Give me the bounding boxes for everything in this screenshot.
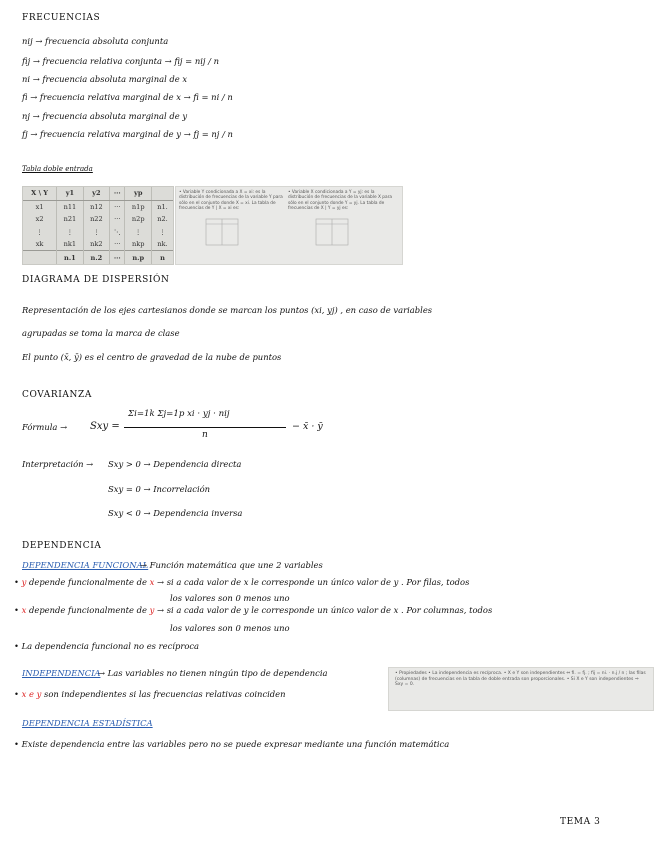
section-title-dependencia: DEPENDENCIA <box>22 541 102 551</box>
properties-text: • Propiedades • La independencia es recíproca. • X e Y son independientes ⇔ fi. = fj. ; fij = ni. · n.j / n ; las filas (columnas) de frecuencias en la tabla de doble entrada son proporcionales. • Si X e Y son independientes ⇒ Sxy = 0. <box>395 671 646 688</box>
page-footer-tema: TEMA 3 <box>560 817 601 827</box>
independencia-definition: → Las variables no tienen ningún tipo de dependencia <box>98 668 328 678</box>
bullet-estadistica: • Existe dependencia entre las variables pero no se puede expresar mediante una función matemática <box>14 739 450 749</box>
var-y: y <box>21 577 27 587</box>
frecuencias-line: fi → frecuencia relativa marginal de x → fi = ni / n <box>22 92 233 102</box>
table-cell: ··· <box>110 213 125 225</box>
fraction-bar <box>124 427 286 428</box>
bullet-text: → si a cada valor de y le corresponde un único valor de x . Por columnas, todos <box>154 605 493 615</box>
table-cell: ⋮ <box>83 225 109 237</box>
table-cell: x1 <box>23 200 57 213</box>
formula-lhs: Sxy = <box>90 421 120 432</box>
dispersion-text: El punto (x̄, ȳ) es el centro de gravedad de la nube de puntos <box>22 352 282 362</box>
var-y: y <box>149 605 155 615</box>
table-header-cell: y2 <box>83 187 109 200</box>
section-title-dispersion: DIAGRAMA DE DISPERSIÓN <box>22 275 170 285</box>
table-cell: ⋮ <box>125 225 152 237</box>
table-cell: ··· <box>110 238 125 251</box>
table-cell: n.2 <box>83 251 109 264</box>
note-y-given-x: • Variable Y condicionada a X = xi: es la distribución de frecuencias de la variable Y para sólo en el conjunto donde X = xi. La tabla de frecuencias de Y | X = xi es: <box>179 190 283 212</box>
frecuencias-line: nj → frecuencia absoluta marginal de y <box>22 111 188 121</box>
table-cell: n.1 <box>57 251 83 264</box>
bullet-funcional-3: • La dependencia funcional no es recíproca <box>14 641 200 651</box>
table-cell: ··· <box>110 251 125 264</box>
dispersion-text: agrupadas se toma la marca de clase <box>22 328 180 338</box>
bullet-funcional-1: • y depende funcionalmente de x → si a cada valor de x le corresponde un único valor de y . Por filas, todos <box>14 577 470 587</box>
formula-label: Fórmula → <box>22 422 68 432</box>
table-row <box>23 200 173 213</box>
table-cell: n1p <box>125 200 152 213</box>
contingency-table <box>22 186 174 265</box>
bullet-funcional-2: • x depende funcionalmente de y → si a cada valor de y le corresponde un único valor de x . Por columnas, todos <box>14 605 493 615</box>
table-row <box>23 238 173 251</box>
properties-image <box>388 667 654 711</box>
table-cell: nkp <box>125 238 152 251</box>
table-row <box>23 213 173 225</box>
mini-tables-drawing <box>176 187 402 264</box>
table-cell: n11 <box>57 200 83 213</box>
table-header-cell <box>151 187 173 200</box>
formula-denominator: n <box>202 430 208 440</box>
bullet-text: Existe dependencia entre las variables pero no se puede expresar mediante una función matemática <box>21 739 450 749</box>
bullet-text: La dependencia funcional no es recíproca <box>21 641 200 651</box>
table-cell: n12 <box>83 200 109 213</box>
table-cell: n2. <box>157 215 168 224</box>
bullet-text: → si a cada valor de x le corresponde un único valor de y . Por filas, todos <box>154 577 470 587</box>
table-cell: ⋱ <box>110 225 125 237</box>
table-header-cell: y1 <box>57 187 83 200</box>
bullet-text: son independientes si las frecuencias relativas coinciden <box>41 689 286 699</box>
section-title-frecuencias: FRECUENCIAS <box>22 13 101 23</box>
frecuencias-line: nij → frecuencia absoluta conjunta <box>22 36 169 46</box>
table-header-cell: ··· <box>110 187 125 200</box>
table-header-cell: yp <box>125 187 152 200</box>
funcional-definition: → Función matemática que une 2 variables <box>140 560 323 570</box>
table-cell: ⋮ <box>57 225 83 237</box>
interpretation-item: Sxy < 0 → Dependencia inversa <box>108 508 243 518</box>
var-x-y: x e y <box>21 689 42 699</box>
table-cell: n21 <box>57 213 83 225</box>
subtitle-dependencia-funcional: DEPENDENCIA FUNCIONAL <box>22 560 149 570</box>
table-header-cell: X \ Y <box>23 187 57 200</box>
bullet-independencia: • x e y son independientes si las frecuencias relativas coinciden <box>14 689 286 699</box>
interpretation-item: Sxy = 0 → Incorrelación <box>108 484 211 494</box>
frecuencias-line: ni → frecuencia absoluta marginal de x <box>22 74 188 84</box>
bullet-continuation: los valores son 0 menos uno <box>170 593 290 603</box>
tabla-title: Tabla doble entrada <box>22 165 93 173</box>
table-cell: n2p <box>125 213 152 225</box>
interpretation-item: Sxy > 0 → Dependencia directa <box>108 459 242 469</box>
table-cell: ⋮ <box>23 225 57 237</box>
frecuencias-line: fij → frecuencia relativa conjunta → fij = nij / n <box>22 56 220 66</box>
table-cell: n <box>151 251 173 264</box>
formula-tail: − x̄ · ȳ <box>292 421 323 432</box>
table-cell: xk <box>23 238 57 251</box>
table-cell: nk. <box>157 240 168 249</box>
conditional-distribution-image <box>175 186 403 265</box>
table-cell: nk1 <box>57 238 83 251</box>
subtitle-dependencia-estadistica: DEPENDENCIA ESTADÍSTICA <box>22 718 153 728</box>
table-row <box>23 225 173 237</box>
table-cell: n1. <box>157 202 168 211</box>
table-totals-row <box>23 251 173 264</box>
interpretation-label: Interpretación → <box>22 459 94 469</box>
bullet-continuation: los valores son 0 menos uno <box>170 623 290 633</box>
dispersion-text: Representación de los ejes cartesianos donde se marcan los puntos (xi, yj) , en caso de variables <box>22 305 433 315</box>
bullet-text: depende funcionalmente de <box>26 577 150 587</box>
formula-numerator: Σi=1k Σj=1p xi · yj · nij <box>128 409 230 419</box>
table-cell: x2 <box>23 213 57 225</box>
table-cell <box>23 251 57 264</box>
var-x: x <box>21 605 27 615</box>
table-cell: n.p <box>125 251 152 264</box>
subtitle-independencia: INDEPENDENCIA <box>22 668 101 678</box>
section-title-covarianza: COVARIANZA <box>22 390 92 400</box>
table-cell: nk2 <box>83 238 109 251</box>
frecuencias-line: fj → frecuencia relativa marginal de y → fj = nj / n <box>22 129 233 139</box>
note-x-given-y: • Variable X condicionada a Y = yj: es la distribución de frecuencias de la variable X para sólo en el conjunto donde Y = yj. La tabla de frecuencias de X | Y = yj es: <box>288 190 393 212</box>
table-cell: n22 <box>83 213 109 225</box>
table-cell: ··· <box>110 200 125 213</box>
bullet-text: depende funcionalmente de <box>26 605 150 615</box>
table-cell: ⋮ <box>159 227 166 236</box>
var-x: x <box>149 577 155 587</box>
